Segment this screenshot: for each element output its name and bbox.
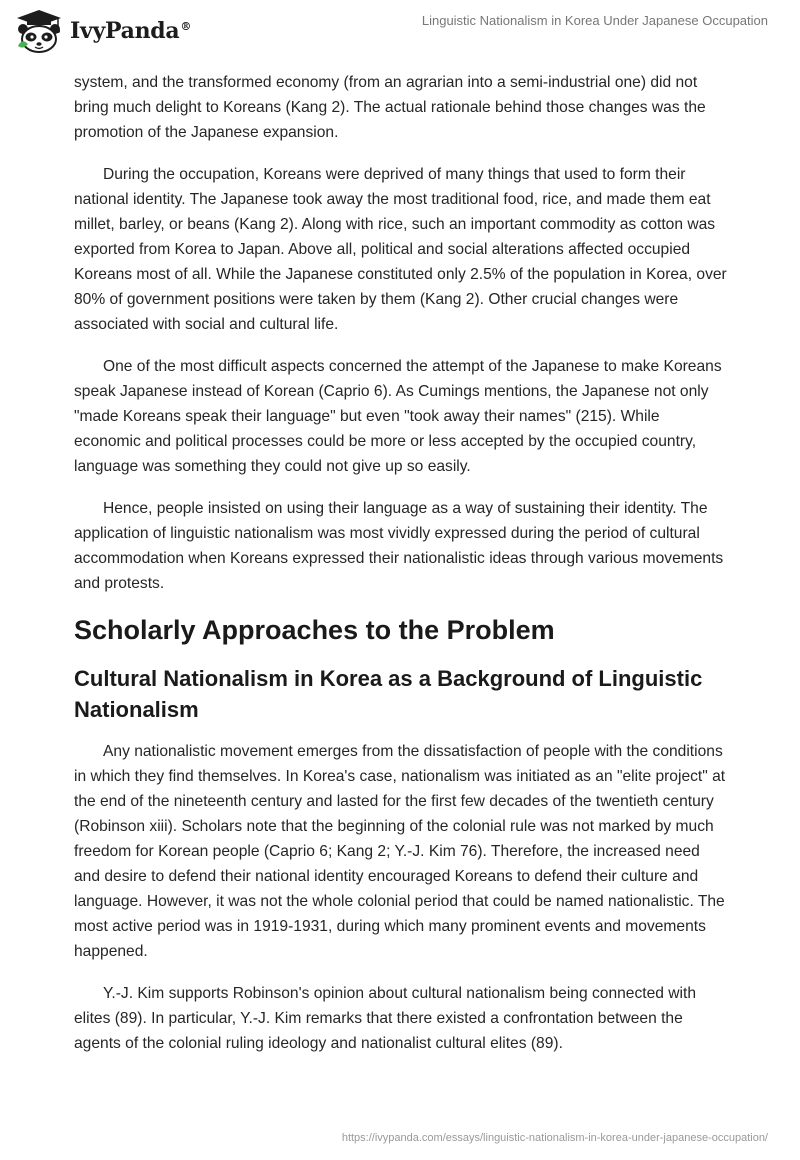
- paragraph-5: Any nationalistic movement emerges from the dissatisfaction of people with the conditions in which they find themselves. In Korea's case, nationalism was initiated as an "elite project" at the end of the nineteenth century and lasted for the first few decades of the twentieth century (Robinson xiii). Scholars note that the beginning of the colonial rule was not marked by much freedom for Korean people (Caprio 6; Kang 2; Y.-J. Kim 76). Therefore, the increased need and desire to defend their national identity encouraged Koreans to defend their culture and language. However, it was not the whole colonial period that could be named nationalistic. The most active period was in 1919-1931, during which many prominent events and movements happened.: [74, 743, 726, 960]
- registered-mark: ®: [180, 19, 192, 33]
- essay-content: [74, 70, 730, 1073]
- paragraph-6: Y.-J. Kim supports Robinson's opinion about cultural nationalism being connected with elites (89). In particular, Y.-J. Kim remarks that there existed a confrontation between the agents of the colonial ruling ideology and nationalist cultural elites (89).: [74, 985, 696, 1052]
- running-title: Linguistic Nationalism in Korea Under Japanese Occupation: [421, 13, 768, 28]
- paragraph-3: One of the most difficult aspects concerned the attempt of the Japanese to make Koreans speak Japanese instead of Korean (Caprio 6). As Cumings mentions, the Japanese not only "made Koreans speak their language" but even "took away their names" (215). While economic and political processes could be more or less accepted by the occupied country, language was something they could not give up so easily.: [74, 358, 722, 475]
- section-heading: Scholarly Approaches to the Problem: [74, 615, 555, 645]
- panda-mascot-icon: [14, 8, 64, 54]
- paragraph-4: Hence, people insisted on using their language as a way of sustaining their identity. The application of linguistic nationalism was most vividly expressed during the period of cultural accommodation when Koreans expressed their nationalistic ideas through various movements and protests.: [74, 500, 724, 592]
- paragraph-2: During the occupation, Koreans were deprived of many things that used to form their national identity. The Japanese took away the most traditional food, rice, and made them eat millet, barley, or beans (Kang 2). Along with rice, such an important commodity as cotton was exported from Korea to Japan. Above all, political and social alterations affected occupied Koreans most of all. While the Japanese constituted only 2.5% of the population in Korea, over 80% of government positions were taken by them (Kang 2). Other crucial changes were associated with social and cultural life.: [74, 166, 727, 333]
- source-url[interactable]: https://ivypanda.com/essays/linguistic-nationalism-in-korea-under-japanese-occupation/: [341, 1132, 768, 1144]
- brand-name: IvyPanda®: [70, 18, 192, 44]
- page-header: [0, 0, 800, 62]
- subsection-heading: Cultural Nationalism in Korea as a Background of Linguistic Nationalism: [74, 666, 703, 722]
- ivypanda-logo[interactable]: [14, 8, 191, 54]
- paragraph-1: system, and the transformed economy (from an agrarian into a semi-industrial one) did not bring much delight to Koreans (Kang 2). The actual rationale behind those changes was the promotion of the Japanese expansion.: [74, 74, 706, 141]
